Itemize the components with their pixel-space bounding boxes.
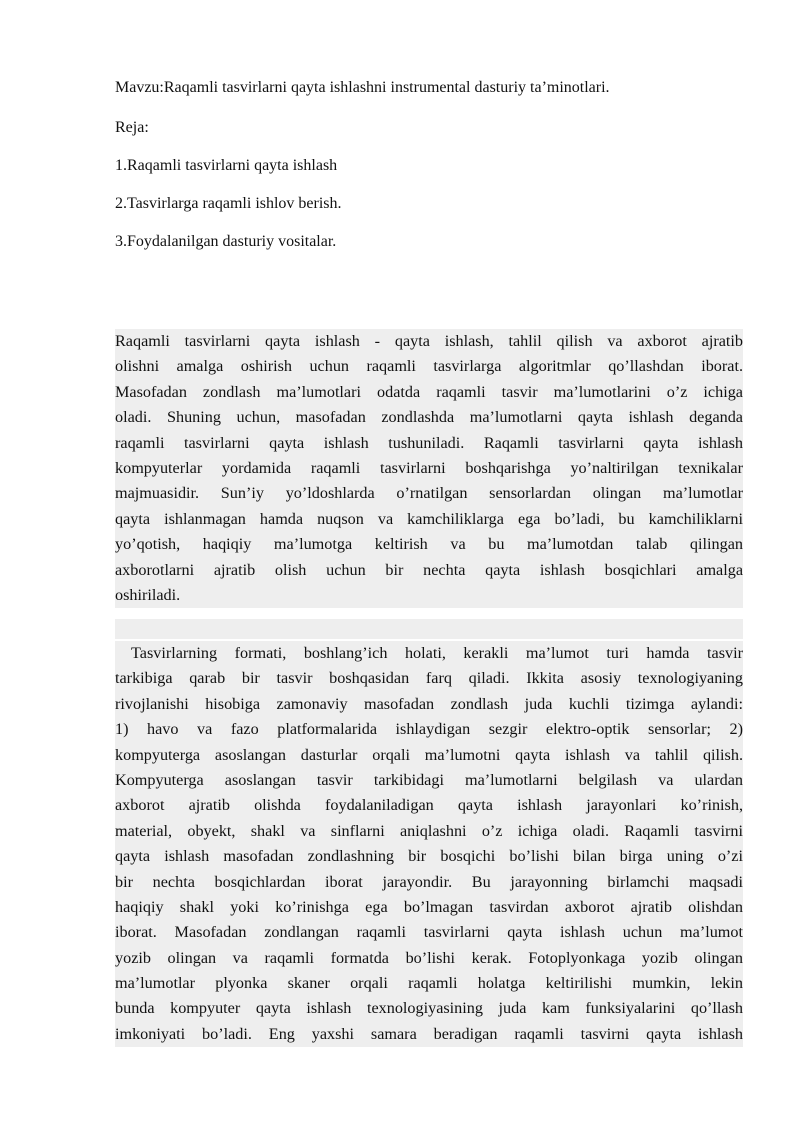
paragraph-2-line: yozib olingan va raqamli formatda bo’lishi kerak. Fotoplyonkaga yozib olingan bbox=[115, 948, 743, 967]
paragraph-1-line: oladi. Shuning uchun, masofadan zondlashda ma’lumotlarni qayta ishlash deganda bbox=[115, 408, 743, 427]
paragraph-2-line: bunda kompyuter qayta ishlash texnologiyasining juda kam funksiyalarini qo’llash bbox=[115, 999, 743, 1018]
paragraph-2-line: Tasvirlarning formati, boshlang’ich holati, kerakli ma’lumot turi hamda tasvir bbox=[131, 644, 743, 662]
plan-item-3: 3.Foydalanilgan dasturiy vositalar. bbox=[115, 233, 337, 250]
paragraph-2 bbox=[115, 641, 743, 1047]
paragraph-1-line: yo’qotish, haqiqiy ma’lumotga keltirish va bu ma’lumotdan talab qilingan bbox=[115, 535, 743, 554]
paragraph-separator bbox=[115, 619, 743, 639]
plan-title: Reja: bbox=[115, 119, 149, 136]
paragraph-1-line: majmuasidir. Sun’iy yo’ldoshlarda o’rnatilgan sensorlardan olingan ma’lumotlar bbox=[115, 484, 743, 503]
paragraph-1-line: kompyuterlar yordamida raqamli tasvirlarni boshqarishga yo’naltirilgan texnikalar bbox=[115, 458, 743, 477]
topic-heading: Mavzu:Raqamli tasvirlarni qayta ishlashni instrumental dasturiy ta’minotlari. bbox=[115, 79, 610, 96]
paragraph-2-line: bir nechta bosqichlardan iborat jarayondir. Bu jarayonning birlamchi maqsadi bbox=[115, 872, 743, 891]
paragraph-2-line: qayta ishlash masofadan zondlashning bir bosqichi bo’lishi bilan birga uning o’zi bbox=[115, 847, 743, 866]
paragraph-2-line: kompyuterga asoslangan dasturlar orqali ma’lumotni qayta ishlash va tahlil qilish. bbox=[115, 745, 743, 764]
paragraph-1-line: raqamli tasvirlarni qayta ishlash tushuniladi. Raqamli tasvirlarni qayta ishlash bbox=[115, 433, 743, 452]
paragraph-2-line: tarkibiga qarab bir tasvir boshqasidan farq qiladi. Ikkita asosiy texnologiyaning bbox=[115, 669, 743, 688]
plan-item-1: 1.Raqamli tasvirlarni qayta ishlash bbox=[115, 157, 338, 174]
paragraph-1-line: Raqamli tasvirlarni qayta ishlash - qayta ishlash, tahlil qilish va axborot ajratib bbox=[115, 332, 743, 350]
paragraph-1 bbox=[115, 329, 743, 608]
paragraph-2-line: axborot ajratib olishda foydalaniladigan qayta ishlash jarayonlari ko’rinish, bbox=[115, 796, 743, 815]
paragraph-2-line: iborat. Masofadan zondlangan raqamli tasvirlarni qayta ishlash uchun ma’lumot bbox=[115, 923, 743, 942]
paragraph-1-line: axborotlarni ajratib olish uchun bir nechta qayta ishlash bosqichlari amalga bbox=[115, 560, 743, 579]
paragraph-2-line: 1) havo va fazo platformalarida ishlaydigan sezgir elektro-optik sensorlar; 2) bbox=[115, 720, 743, 739]
paragraph-2-line: Kompyuterga asoslangan tasvir tarkibidagi ma’lumotlarni belgilash va ulardan bbox=[115, 770, 743, 789]
paragraph-2-line: material, obyekt, shakl va sinflarni aniqlashni o’z ichiga oladi. Raqamli tasvirni bbox=[115, 821, 743, 840]
paragraph-1-line: Masofadan zondlash ma’lumotlari odatda raqamli tasvir ma’lumotlarini o’z ichiga bbox=[115, 382, 743, 401]
paragraph-2-line: rivojlanishi hisobiga zamonaviy masofadan zondlash juda kuchli tizimga aylandi: bbox=[115, 694, 743, 713]
paragraph-2-line: imkoniyati bo’ladi. Eng yaxshi samara beradigan raqamli tasvirni qayta ishlash bbox=[115, 1024, 743, 1043]
paragraph-1-line: qayta ishlanmagan hamda nuqson va kamchiliklarga ega bo’ladi, bu kamchiliklarni bbox=[115, 509, 743, 528]
plan-item-2: 2.Tasvirlarga raqamli ishlov berish. bbox=[115, 195, 342, 212]
paragraph-2-line: ma’lumotlar plyonka skaner orqali raqamli holatga keltirilishi mumkin, lekin bbox=[115, 974, 743, 993]
paragraph-1-line: olishni amalga oshirish uchun raqamli tasvirlarga algoritmlar qo’llashdan iborat. bbox=[115, 357, 743, 376]
paragraph-1-line: oshiriladi. bbox=[115, 585, 181, 604]
paragraph-2-line: haqiqiy shakl yoki ko’rinishga ega bo’lmagan tasvirdan axborot ajratib olishdan bbox=[115, 897, 743, 916]
